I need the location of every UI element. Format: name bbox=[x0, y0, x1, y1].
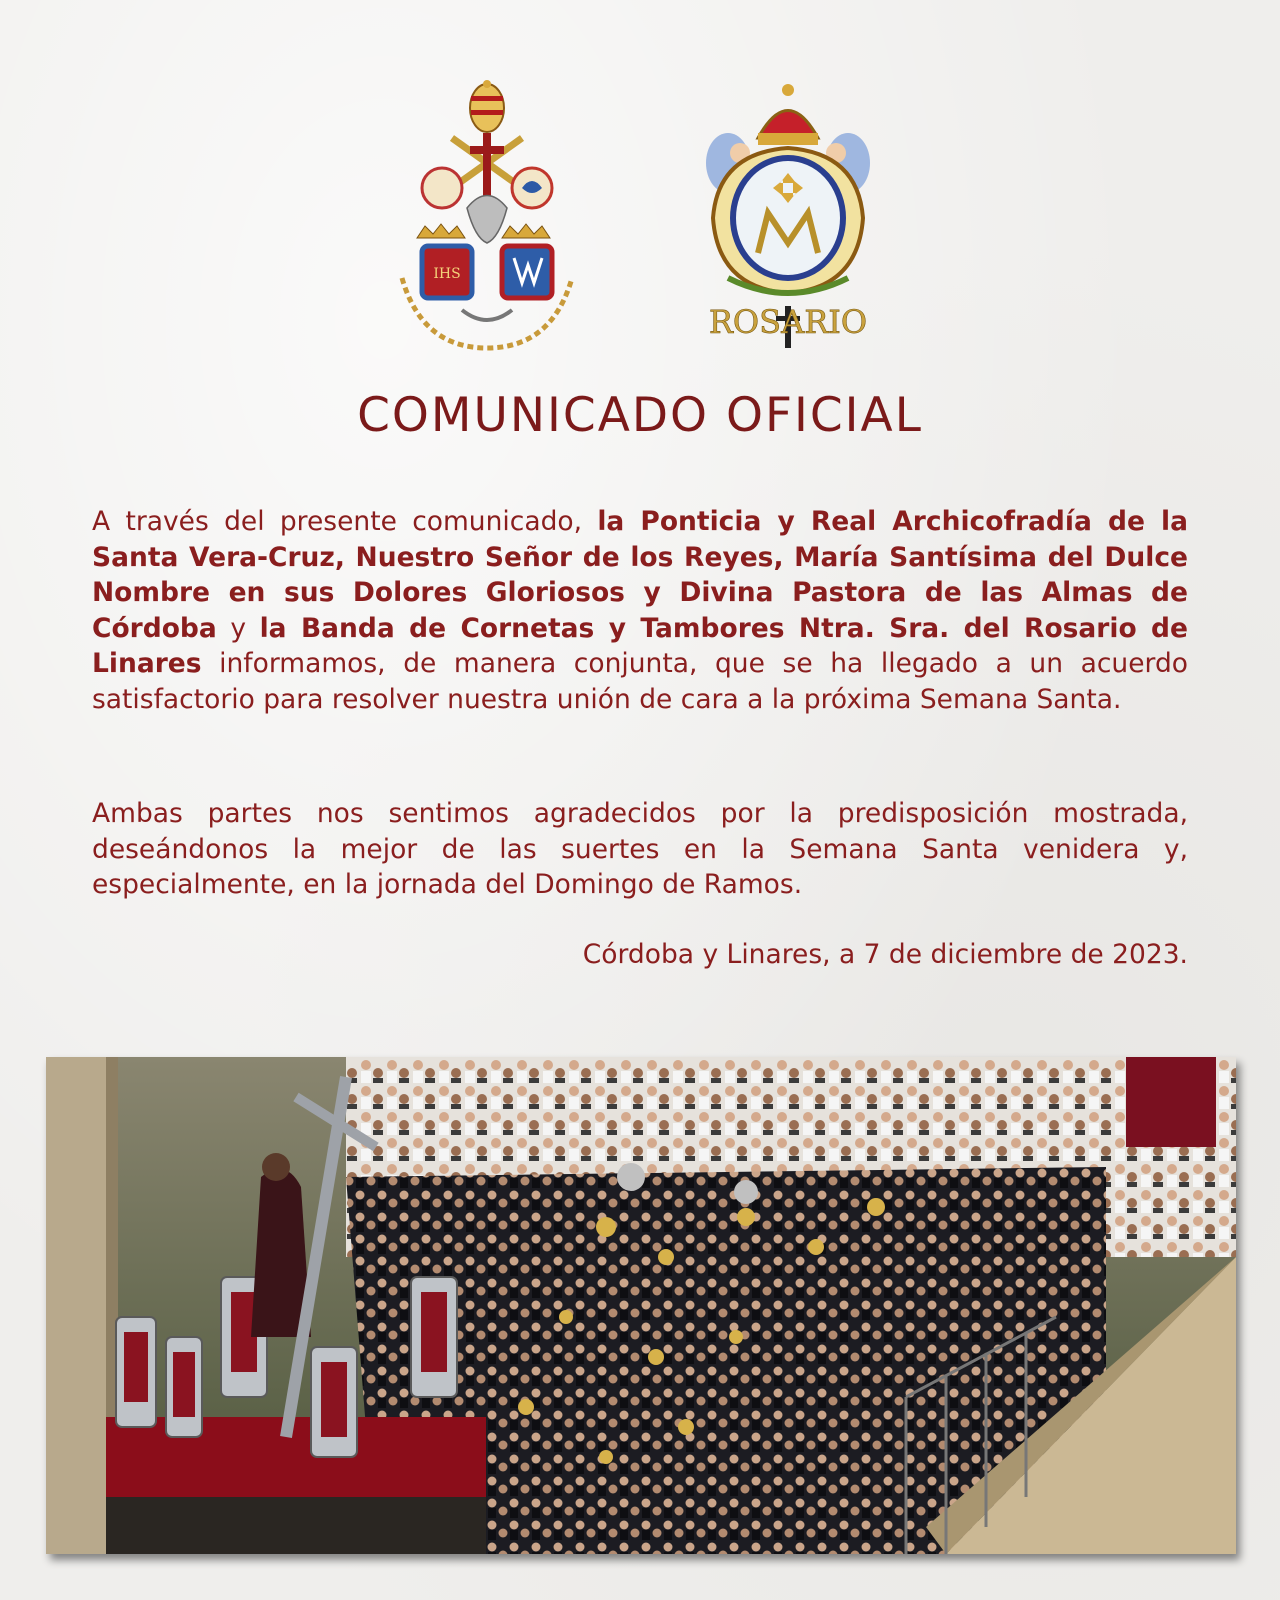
paragraph-announcement bbox=[92, 504, 1188, 717]
place-and-date: Córdoba y Linares, a 7 de diciembre de 2023. bbox=[582, 939, 1188, 970]
paragraph-rest: informamos, de manera conjunta, que se ha llegado a un acuerdo satisfactorio para resolver nuestra unión de cara a la próxima Semana Santa. bbox=[92, 648, 1188, 715]
rosario-band-coat-of-arms-icon bbox=[688, 78, 888, 353]
paragraph-intro: A través del presente comunicado, bbox=[92, 506, 598, 537]
procession-photo-illustration bbox=[46, 1057, 1236, 1554]
page-title: COMUNICADO OFICIAL bbox=[357, 388, 923, 443]
brotherhood-name: la Ponticia y Real Archicofradía de la Santa Vera-Cruz, Nuestro Señor de los Reyes, María Santísima del Dulce Nombre en sus Dolores Gloriosos y Divina Pastora de las Almas de Córdoba bbox=[92, 506, 1188, 644]
rosario-lettering: ROSARIO bbox=[708, 303, 868, 341]
paragraph-connector: y bbox=[216, 612, 260, 644]
ihs-monogram: IHS bbox=[433, 266, 461, 282]
band-name: la Banda de Cornetas y Tambores Ntra. Sra. del Rosario de Linares bbox=[92, 612, 1188, 679]
brotherhood-coat-of-arms-icon bbox=[392, 78, 582, 353]
paragraph-thanks: Ambas partes nos sentimos agradecidos por la predisposición mostrada, deseándonos la mejor de las suertes en la Semana Santa venidera y, especialmente, en la jornada del Domingo de Ramos. bbox=[92, 798, 1188, 900]
procession-photo bbox=[46, 1057, 1236, 1554]
